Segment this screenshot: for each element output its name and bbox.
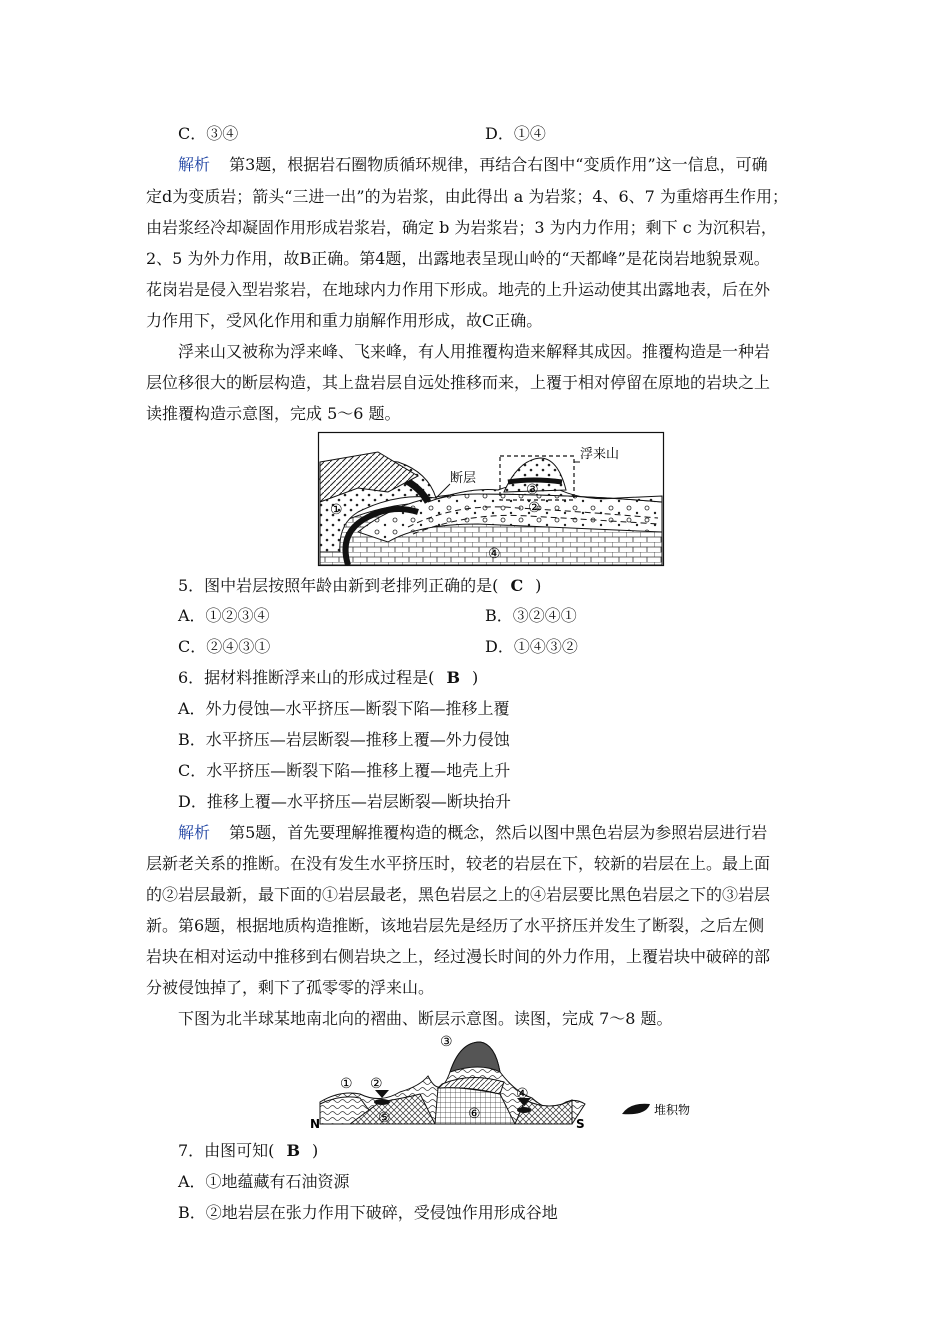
label-2: ②	[370, 1076, 383, 1092]
analysis-keyword: 解析	[178, 823, 211, 842]
q5-answer: C	[510, 576, 524, 595]
q6-option-a: A．外力侵蚀—水平挤压—断裂下陷—推移上覆	[178, 699, 510, 718]
legend-sediment-icon	[622, 1104, 650, 1115]
q4-option-c: C．③④	[178, 124, 239, 143]
label-1: ①	[340, 1076, 353, 1092]
label-4: ④	[516, 1086, 529, 1102]
layer-label-3: ③	[526, 482, 539, 498]
q6-option-c: C．水平挤压—断裂下陷—推移上覆—地壳上升	[178, 761, 511, 780]
analysis-line: 花岗岩是侵入型岩浆岩，在地球内力作用下形成。地壳的上升运动使其出露地表，后在外	[146, 280, 771, 299]
analysis-line: 新。第6题，根据地质构造推断，该地岩层先是经历了水平挤压并发生了断裂，之后左侧	[146, 916, 765, 935]
layer-label-1: ①	[330, 502, 343, 518]
analysis-line: 岩块在相对运动中推移到右侧岩块之上，经过漫长时间的外力作用，上覆岩块中破碎的部	[146, 947, 771, 966]
intro-line: 层位移很大的断层构造，其上盘岩层自远处推移而来，上覆于相对停留在原地的岩块之上	[146, 373, 771, 392]
analysis-line: 的②岩层最新，最下面的①岩层最老，黑色岩层之上的④岩层要比黑色岩层之下的③岩层	[146, 885, 771, 904]
analysis-line: 分被侵蚀掉了，剩下了孤零零的浮来山。	[146, 978, 435, 997]
label-3: ③	[440, 1034, 453, 1050]
analysis-line: 定d为变质岩；箭头“三进一出”的为岩浆，由此得出 a 为岩浆；4、6、7 为重熔再生作用；	[146, 187, 788, 206]
analysis-paragraph-2: 解析 第5题，首先要理解推覆构造的概念，然后以图中黑色岩层为参照岩层进行岩	[178, 823, 768, 842]
analysis-line: 2、5 为外力作用，故B正确。第4题，出露地表呈现山岭的“天都峰”是花岗岩地貌景观。	[146, 249, 770, 268]
label-mountain: 浮来山	[580, 447, 620, 462]
analysis-keyword: 解析	[178, 155, 211, 174]
analysis-paragraph-1: 解析 第3题，根据岩石圈物质循环规律，再结合右图中“变质作用”这一信息，可确	[178, 155, 768, 174]
q6-answer: B	[446, 668, 460, 687]
layer-label-2: ②	[528, 500, 541, 516]
q4-option-d: D．①④	[485, 124, 546, 143]
layer-label-4: ④	[488, 546, 501, 562]
intro-line: 读推覆构造示意图，完成 5～6 题。	[146, 404, 401, 423]
q7-option-a: A．①地蕴藏有石油资源	[178, 1172, 350, 1191]
thrust-structure-diagram	[318, 432, 664, 566]
q7-answer: B	[286, 1141, 300, 1160]
fold-fault-diagram	[310, 1032, 691, 1132]
q5-option-a: A．①②③④	[178, 606, 270, 625]
q6-option-d: D．推移上覆—水平挤压—岩层断裂—断块抬升	[178, 792, 511, 811]
label-fault: 断层	[450, 471, 477, 486]
legend-label: 堆积物	[654, 1103, 691, 1117]
analysis-line: 力作用下，受风化作用和重力崩解作用形成，故C正确。	[146, 311, 543, 330]
q7-option-b: B．②地岩层在张力作用下破碎，受侵蚀作用形成谷地	[178, 1203, 558, 1222]
label-north: N	[310, 1117, 321, 1131]
intro-paragraph: 下图为北半球某地南北向的褶曲、断层示意图。读图，完成 7～8 题。	[178, 1009, 673, 1028]
label-6: ⑥	[468, 1106, 481, 1122]
q5-option-b: B．③②④①	[485, 606, 577, 625]
intro-paragraph: 浮来山又被称为浮来峰、飞来峰，有人用推覆构造来解释其成因。推覆构造是一种岩	[178, 342, 771, 361]
label-5: ⑤	[378, 1110, 391, 1126]
analysis-line: 由岩浆经冷却凝固作用形成岩浆岩，确定 b 为岩浆岩；3 为内力作用；剩下 c 为沉积岩，	[146, 218, 777, 237]
label-south: S	[576, 1117, 585, 1131]
q5-stem: 5．图中岩层按照年龄由新到老排列正确的是( C )	[178, 576, 542, 595]
analysis-line: 层新老关系的推断。在没有发生水平挤压时，较老的岩层在下，较新的岩层在上。最上面	[146, 854, 771, 873]
q6-option-b: B．水平挤压—岩层断裂—推移上覆—外力侵蚀	[178, 730, 510, 749]
q5-option-d: D．①④③②	[485, 637, 578, 656]
q6-stem: 6．据材料推断浮来山的形成过程是( B )	[178, 668, 479, 687]
q7-stem: 7．由图可知( B )	[178, 1141, 319, 1160]
q5-option-c: C．②④③①	[178, 637, 271, 656]
